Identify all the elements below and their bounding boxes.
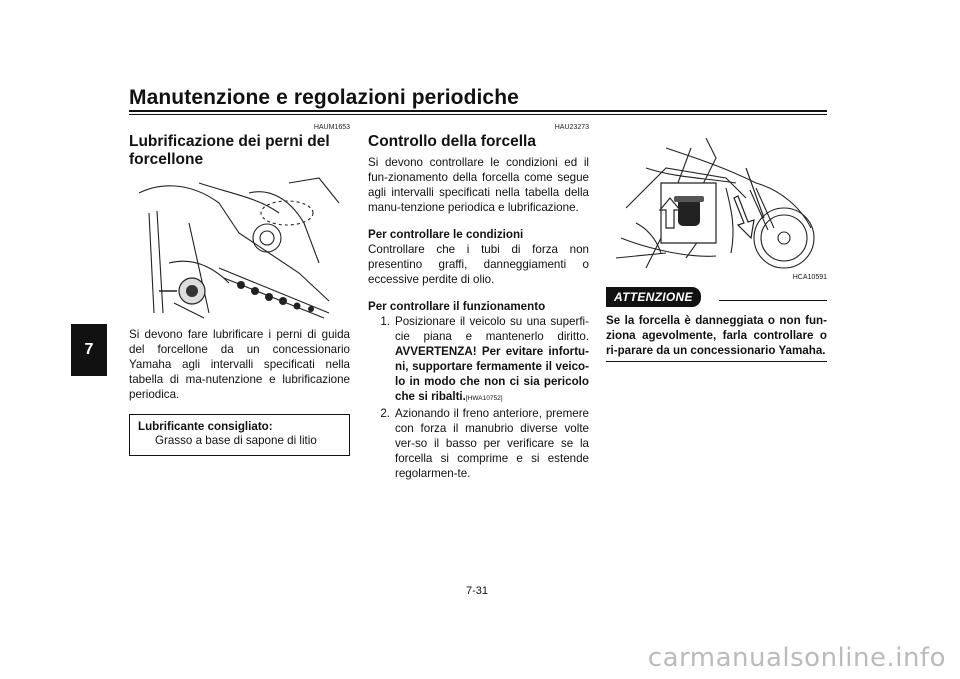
column-figure	[606, 128, 827, 362]
page-title: Manutenzione e regolazioni periodiche	[129, 86, 519, 109]
swingarm-body: Si devono fare lubrificare i perni di guida del forcellone da un concessionario Yamaha agli intervalli specificati nella tabella di ma-nutenzione e lubrificazione periodica.	[129, 328, 350, 401]
attention-header	[606, 287, 827, 307]
chapter-tab: 7	[71, 324, 107, 376]
list-item	[368, 314, 589, 406]
subheading-operation: Per controllare il funzionamento	[368, 300, 546, 313]
step-text: Azionando il freno anteriore, premere con forza il manubrio diverse volte ver-so il basso per verificare se la forcella si comprime e si estende regolarmen-te.	[395, 407, 589, 480]
figure-code: HCA10591	[792, 274, 827, 281]
step-number: 1.	[380, 315, 390, 328]
list-item	[368, 406, 589, 481]
swingarm-pivot-illustration	[129, 173, 350, 321]
column-swingarm	[129, 124, 350, 456]
subheading-condition: Per controllare le condizioni	[368, 228, 524, 241]
title-rule-thin	[129, 114, 827, 115]
section-heading: Lubrificazione dei perni del forcellone	[129, 133, 330, 168]
step-number: 2.	[380, 407, 390, 420]
title-rule	[129, 110, 827, 112]
column-fork	[368, 124, 589, 481]
fork-check-illustration	[606, 128, 827, 272]
section-code: HAU23273	[554, 124, 589, 131]
attention-rule	[719, 300, 827, 301]
section-heading: Controllo della forcella	[368, 133, 536, 150]
warning-text: AVVERTENZA! Per evitare infortu-ni, supportare fermamente il veico-lo in modo che non ci sia pericolo che si ribalti.	[395, 345, 589, 403]
step-text: Posizionare il veicolo su una superfi-cie piana e mantenerlo diritto.	[395, 315, 589, 343]
attention-bottom-rule	[606, 361, 827, 362]
watermark: carmanualsonline.info	[647, 643, 946, 673]
warning-ref: [HWA10752]	[465, 395, 503, 402]
attention-text: Se la forcella è danneggiata o non fun-ziona agevolmente, farla controllare o ri-parare da un concessionario Yamaha.	[606, 314, 827, 357]
lubricant-value: Grasso a base di sapone di litio	[155, 434, 317, 447]
attention-badge: ATTENZIONE	[606, 287, 701, 307]
lubricant-box	[129, 414, 350, 456]
lubricant-title: Lubrificante consigliato:	[138, 420, 273, 433]
operation-steps	[368, 314, 589, 481]
page-number: 7-31	[466, 585, 489, 597]
fork-intro: Si devono controllare le condizioni ed il fun-zionamento della forcella come segue agli intervalli specificati nella tabella della manu-tenzione periodica e lubrificazione.	[368, 156, 589, 214]
section-code: HAUM1653	[313, 124, 350, 131]
condition-body: Controllare che i tubi di forza non presentino graffi, danneggiamenti o eccessive perdite di olio.	[368, 243, 589, 286]
